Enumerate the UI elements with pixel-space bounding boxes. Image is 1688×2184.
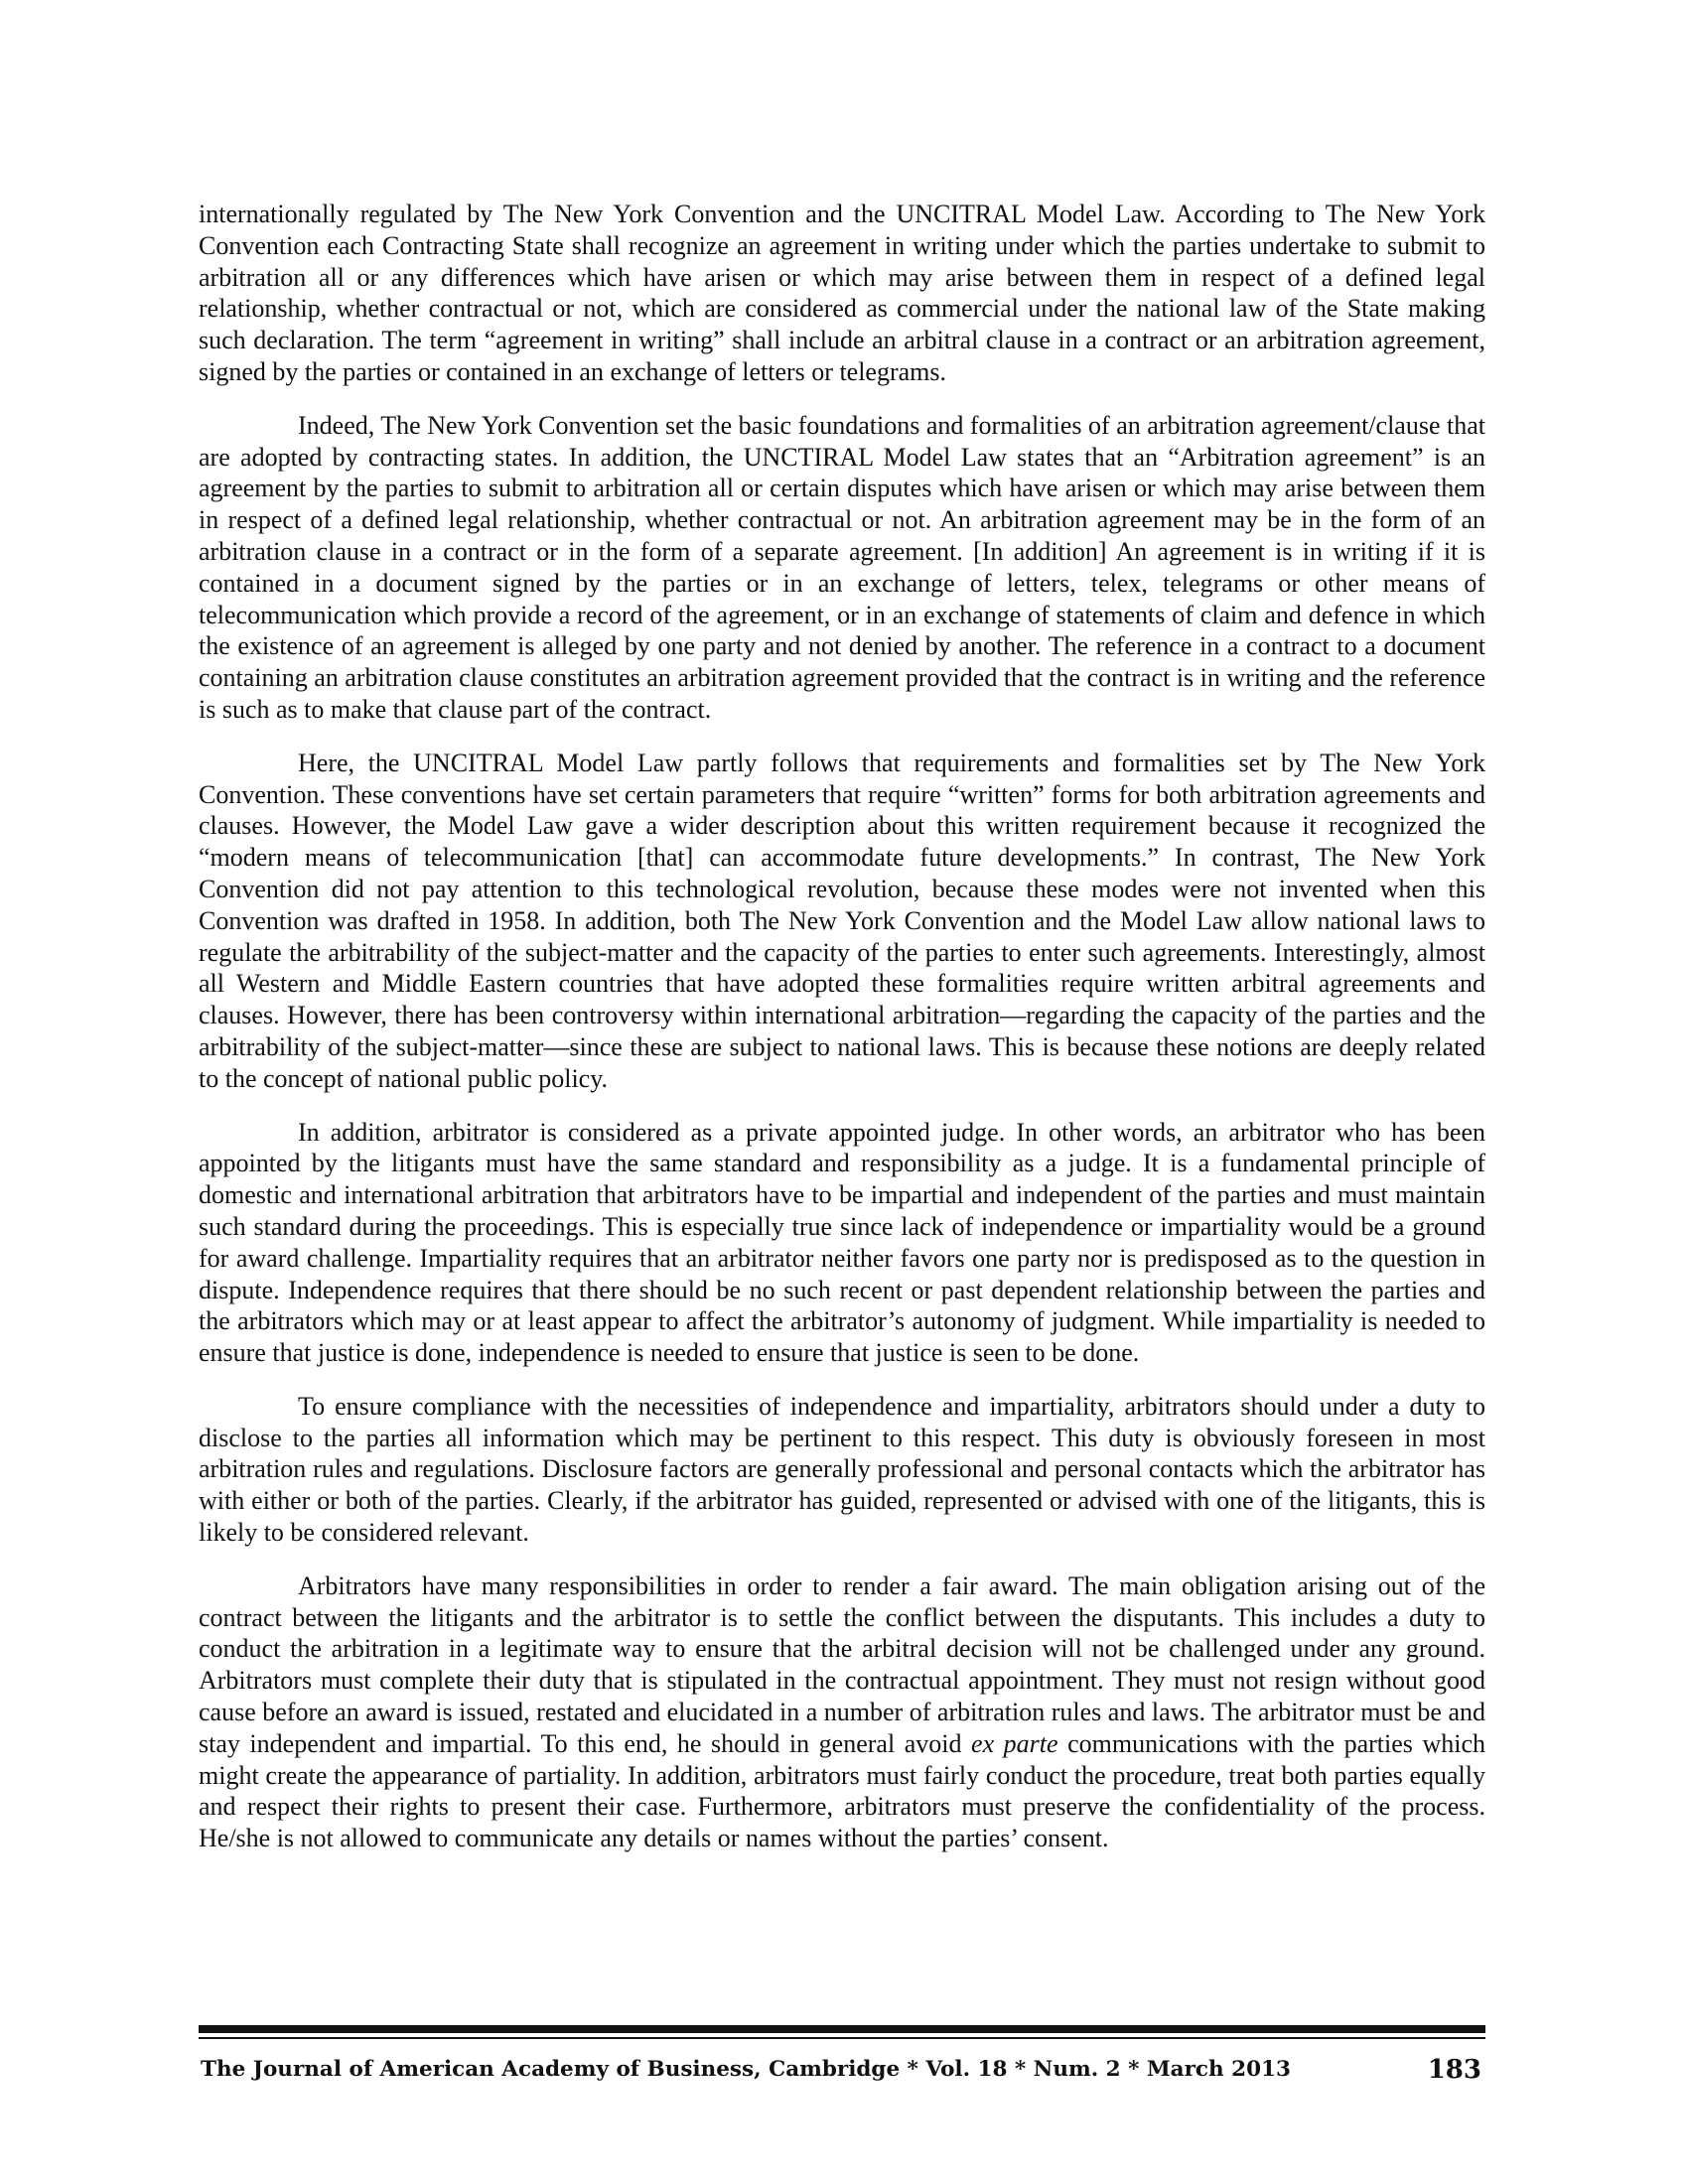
- paragraph-5: To ensure compliance with the necessities of independence and impartiality, arbitrators should under a duty to disclose to the parties all information which may be pertinent to this respect. This duty is obviously foreseen in most arbitration rules and regulations. Disclosure factors are generally professional and personal contacts which the arbitrator has with either or both of the parties. Clearly, if the arbitrator has guided, represented or advised with one of the litigants, this is likely to be considered relevant.: [199, 1391, 1485, 1548]
- paragraph-6-text-a: Arbitrators have many responsibilities in order to render a fair award. The main obligation arising out of the contract between the litigants and the arbitrator is to settle the conflict between the disputants. This includes a duty to conduct the arbitration in a legitimate way to ensure that the arbitral decision will not be challenged under any ground. Arbitrators must complete their duty that is stipulated in the contractual appointment. They must not resign without good cause before an award is issued, restated and elucidated in a number of arbitration rules and laws. The arbitrator must be and stay independent and impartial. To this end, he should in general avoid: [199, 1570, 1485, 1758]
- paragraph-6-italic-term: ex parte: [971, 1728, 1058, 1758]
- paragraph-3: Here, the UNCITRAL Model Law partly follows that requirements and formalities set by The New York Convention. These conventions have set certain parameters that require “written” forms for both arbitration agreements and clauses. However, the Model Law gave a wider description about this written requirement because it recognized the “modern means of telecommunication [that] can accommodate future developments.” In contrast, The New York Convention did not pay attention to this technological revolution, because these modes were not invented when this Convention was drafted in 1958. In addition, both The New York Convention and the Model Law allow national laws to regulate the arbitrability of the subject-matter and the capacity of the parties to enter such agreements. Interestingly, almost all Western and Middle Eastern countries that have adopted these formalities require written arbitral agreements and clauses. However, there has been controversy within international arbitration—regarding the capacity of the parties and the arbitrability of the subject-matter—since these are subject to national laws. This is because these notions are deeply related to the concept of national public policy.: [199, 748, 1485, 1093]
- page-number: 183: [1427, 2055, 1481, 2085]
- footer-rule-thin: [199, 2037, 1485, 2039]
- paragraph-6: [199, 1570, 1485, 1854]
- paragraph-6-text-b: communications with the parties which might create the appearance of partiality. In addition, arbitrators must fairly conduct the procedure, treat both parties equally and respect their rights to present their case. Furthermore, arbitrators must preserve the confidentiality of the process. He/she is not allowed to communicate any details or names without the parties’ consent.: [199, 1728, 1486, 1853]
- body-text: [199, 199, 1485, 1876]
- footer-journal-citation: The Journal of American Academy of Business, Cambridge * Vol. 18 * Num. 2 * March 2013: [201, 2057, 1291, 2082]
- paragraph-2: Indeed, The New York Convention set the basic foundations and formalities of an arbitration agreement/clause that are adopted by contracting states. In addition, the UNCTIRAL Model Law states that an “Arbitration agreement” is an agreement by the parties to submit to arbitration all or certain disputes which have arisen or which may arise between them in respect of a defined legal relationship, whether contractual or not. An arbitration agreement may be in the form of an arbitration clause in a contract or in the form of a separate agreement. [In addition] An agreement is in writing if it is contained in a document signed by the parties or in an exchange of letters, telex, telegrams or other means of telecommunication which provide a record of the agreement, or in an exchange of statements of claim and defence in which the existence of an agreement is alleged by one party and not denied by another. The reference in a contract to a document containing an arbitration clause constitutes an arbitration agreement provided that the contract is in writing and the reference is such as to make that clause part of the contract.: [199, 410, 1485, 724]
- footer-rule-thick: [199, 2025, 1485, 2033]
- paragraph-1: internationally regulated by The New York Convention and the UNCITRAL Model Law. According to The New York Convention each Contracting State shall recognize an agreement in writing under which the parties undertake to submit to arbitration all or any differences which have arisen or which may arise between them in respect of a defined legal relationship, whether contractual or not, which are considered as commercial under the national law of the State making such declaration. The term “agreement in writing” shall include an arbitral clause in a contract or an arbitration agreement, signed by the parties or contained in an exchange of letters or telegrams.: [199, 200, 1485, 386]
- paragraph-4: In addition, arbitrator is considered as a private appointed judge. In other words, an arbitrator who has been appointed by the litigants must have the same standard and responsibility as a judge. It is a fundamental principle of domestic and international arbitration that arbitrators have to be impartial and independent of the parties and must maintain such standard during the proceedings. This is especially true since lack of independence or impartiality would be a ground for award challenge. Impartiality requires that an arbitrator neither favors one party nor is predisposed as to the question in dispute. Independence requires that there should be no such recent or past dependent relationship between the parties and the arbitrators which may or at least appear to affect the arbitrator’s autonomy of judgment. While impartiality is needed to ensure that justice is done, independence is needed to ensure that justice is seen to be done.: [199, 1117, 1485, 1368]
- page-footer: [201, 2055, 1481, 2095]
